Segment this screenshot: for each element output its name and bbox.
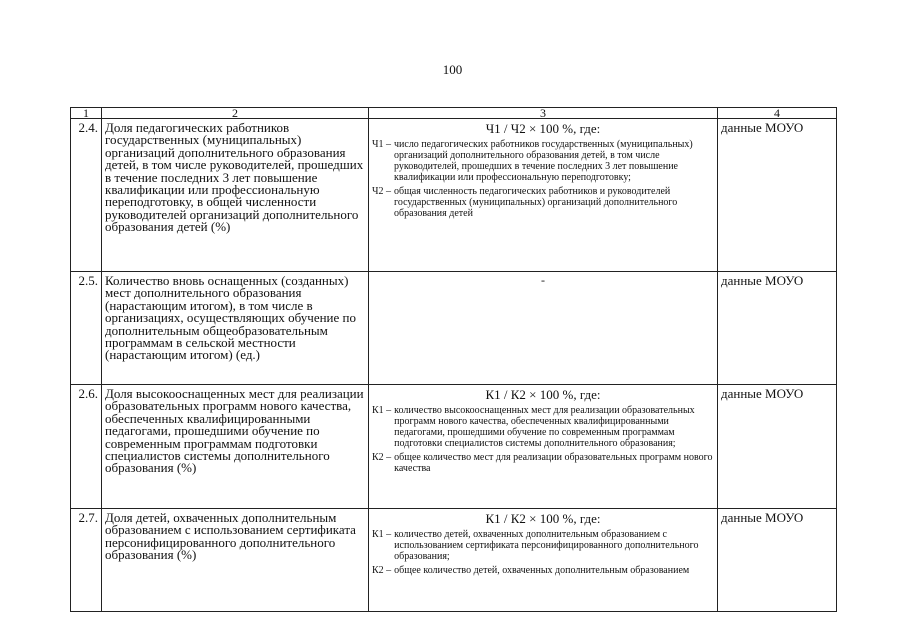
data-source: данные МОУО [718,272,837,385]
data-source: данные МОУО [718,385,837,509]
formula: К1 / К2 × 100 %, где: [485,387,601,402]
calculation-method [369,272,718,385]
data-source: данные МОУО [718,119,837,272]
definition-text: количество высокооснащенных мест для реализации образовательных программ нового качества, обеспеченных квалифицированными педагогами, прошедшими обучение по современным программам подготовки специалистов системы дополнительного образования; [394,405,695,449]
definition [372,452,714,474]
definition [372,186,714,219]
row-number: 2.4. [71,119,102,272]
indicators-table [70,107,837,612]
definition [372,565,714,576]
indicator-name: Доля детей, охваченных дополнительным образованием с использованием сертификата персонифицированного дополнительного образования (%) [102,509,369,612]
definition-symbol: К2 – [372,565,392,576]
indicator-name: Доля педагогических работников государственных (муниципальных) организаций дополнительного образования детей, в том числе руководителей, прошедших в течение последних 3 лет повышение квалификации или профессиональную переподготовку, в общей численности руководителей организаций дополнительного образования детей (%) [102,119,369,272]
row-number: 2.6. [71,385,102,509]
table-header-row [71,108,837,119]
definition [372,139,714,183]
table-row [71,272,837,385]
row-number: 2.5. [71,272,102,385]
definition [372,405,714,449]
table-row [71,119,837,272]
definition-symbol: К1 – [372,529,392,540]
calculation-method [369,509,718,612]
definition-text: общая численность педагогических работников и руководителей государственных (муниципальных) организаций дополнительного образования детей [394,186,678,219]
page-number: 100 [442,62,463,77]
indicator-name: Количество вновь оснащенных (созданных) мест дополнительного образования (нарастающим итогом), в том числе в организациях, осуществляющих обучение по дополнительным общеобразовательным программам в сельской местности (нарастающим итогом) (ед.) [102,272,369,385]
header-col-1: 1 [71,108,102,119]
calculation-method [369,119,718,272]
formula: Ч1 / Ч2 × 100 %, где: [485,121,601,136]
table-row [71,509,837,612]
row-number: 2.7. [71,509,102,612]
calculation-method [369,385,718,509]
indicator-name: Доля высокооснащенных мест для реализации образовательных программ нового качества, обеспеченных квалифицированными педагогами, прошедшими обучение по современным программам подготовки специалистов системы дополнительного образования (%) [102,385,369,509]
definition-text: количество детей, охваченных дополнительным образованием с использованием сертификата персонифицированного дополнительного образования; [394,529,699,562]
header-col-3: 3 [369,108,718,119]
definition-symbol: К1 – [372,405,392,416]
definition-symbol: Ч2 – [372,186,391,197]
definition [372,529,714,562]
definition-text: общее количество мест для реализации образовательных программ нового качества [394,452,713,474]
header-col-2: 2 [102,108,369,119]
formula: - [541,273,545,287]
definition-text: число педагогических работников государственных (муниципальных) организаций дополнительного образования детей, в том числе руководителей, прошедших в течение последних 3 лет повышение квалификации или профессиональную переподготовку; [394,139,693,183]
data-source: данные МОУО [718,509,837,612]
definition-text: общее количество детей, охваченных дополнительным образованием [394,565,690,576]
table-row [71,385,837,509]
formula: К1 / К2 × 100 %, где: [485,511,601,526]
definition-symbol: К2 – [372,452,392,463]
definition-symbol: Ч1 – [372,139,391,150]
header-col-4: 4 [718,108,837,119]
